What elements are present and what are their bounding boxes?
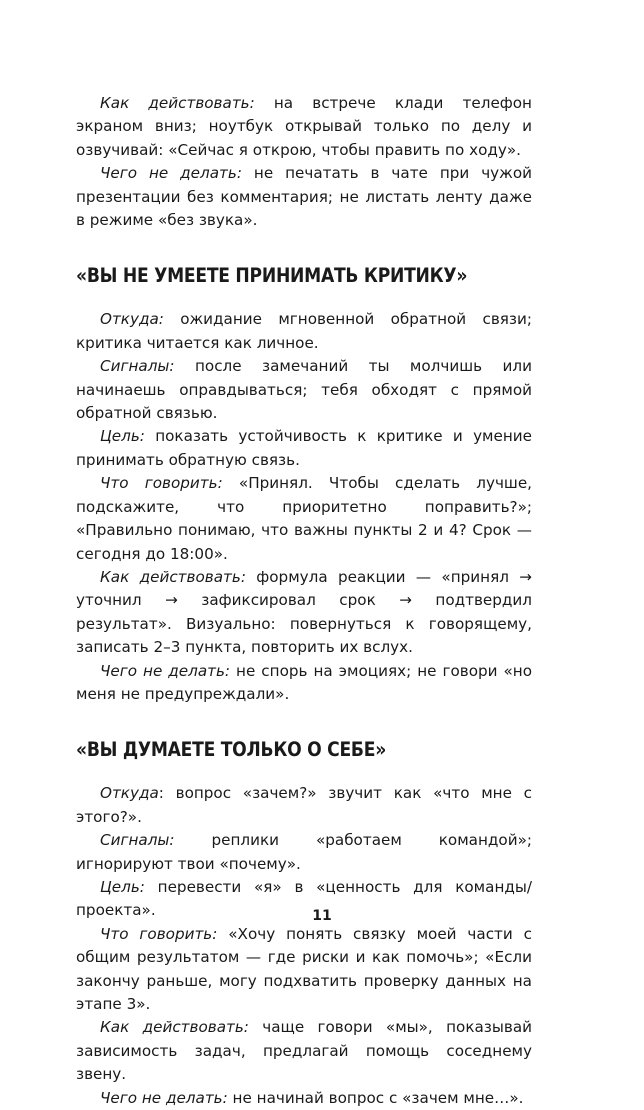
paragraph-text: не печатать в чате при чужой презентации без комментария; не листать ленту даже в режиме «без звука».	[76, 164, 532, 230]
paragraph-label: Откуда	[100, 784, 159, 803]
paragraph	[76, 782, 532, 829]
paragraph-text: после замечаний ты молчишь или начинаешь оправдываться; тебя обходят с прямой обратной связью.	[76, 357, 532, 423]
paragraph	[76, 355, 532, 425]
paragraph-text: «Хочу понять связку моей части с общим результатом — где риски и как помочь»; «Если закончу раньше, могу подхватить проверку данных на этапе 3».	[76, 924, 532, 1013]
paragraph	[76, 566, 532, 660]
paragraph-label: Цель:	[100, 877, 145, 896]
paragraph-label: Сигналы:	[100, 831, 175, 850]
paragraph	[76, 1087, 532, 1110]
paragraph-text: ожидание мгновенной обратной связи; критика читается как личное.	[76, 310, 532, 352]
paragraph-label: Чего не делать:	[100, 1088, 228, 1107]
paragraph-text: на встрече клади телефон экраном вниз; ноутбук открывай только по делу и озвучивай: «Сейчас я открою, чтобы править по ходу».	[76, 94, 532, 159]
paragraph-text: «Принял. Чтобы сделать лучше, подскажите, что приоритетно поправить?»; «Правильно понимаю, что важны пункты 2 и 4? Срок — сегодня до 18:00».	[76, 474, 532, 563]
page-number: 11	[312, 908, 332, 924]
paragraph-label: Что говорить:	[100, 474, 223, 493]
paragraph-text: чаще говори «мы», показывай зависимость задач, предлагай помощь соседнему звену.	[76, 1018, 532, 1084]
paragraph-label: Чего не делать:	[100, 661, 231, 680]
paragraph-label: Как действовать:	[100, 567, 246, 586]
paragraph	[76, 923, 532, 1017]
paragraph-label: Откуда:	[100, 310, 164, 329]
paragraph	[76, 92, 532, 162]
section-heading: «ВЫ НЕ УМЕЕТЕ ПРИНИМАТЬ КРИТИКУ»	[76, 264, 468, 288]
paragraph-label: Как действовать:	[100, 94, 255, 112]
paragraph-label: Сигналы:	[100, 357, 175, 376]
paragraph	[76, 1016, 532, 1086]
paragraph-text: реплики «работаем командой»; игнорируют твои «почему».	[76, 831, 532, 873]
paragraph	[76, 425, 532, 472]
paragraph	[76, 308, 532, 355]
paragraph-text: показать устойчивость к критике и умение принимать обратную связь.	[76, 427, 532, 469]
paragraph-text: : вопрос «зачем?» звучит как «что мне с этого?».	[76, 784, 532, 826]
paragraph-label: Цель:	[100, 427, 145, 446]
paragraph	[76, 660, 532, 707]
paragraph-label: Что говорить:	[100, 924, 218, 943]
paragraph-text: не спорь на эмоциях; не говори «но меня не предупреждали».	[76, 661, 532, 703]
paragraph	[76, 162, 532, 232]
section-heading: «ВЫ ДУМАЕТЕ ТОЛЬКО О СЕБЕ»	[76, 738, 387, 762]
paragraph-text: не начинай вопрос с «зачем мне…».	[227, 1088, 524, 1107]
paragraph	[76, 472, 532, 566]
paragraph-text: перевести «я» в «ценность для команды/проекта».	[76, 877, 532, 920]
paragraph-label: Чего не делать:	[100, 164, 242, 183]
paragraph	[76, 829, 532, 876]
paragraph-text: формула реакции — «принял → уточнил → зафиксировал срок → подтвердил результат». Визуально: повернуться к говорящему, записать 2–3 пункта, повторить их вслух.	[76, 567, 532, 657]
page-body	[76, 92, 532, 1110]
paragraph-label: Как действовать:	[100, 1018, 249, 1037]
